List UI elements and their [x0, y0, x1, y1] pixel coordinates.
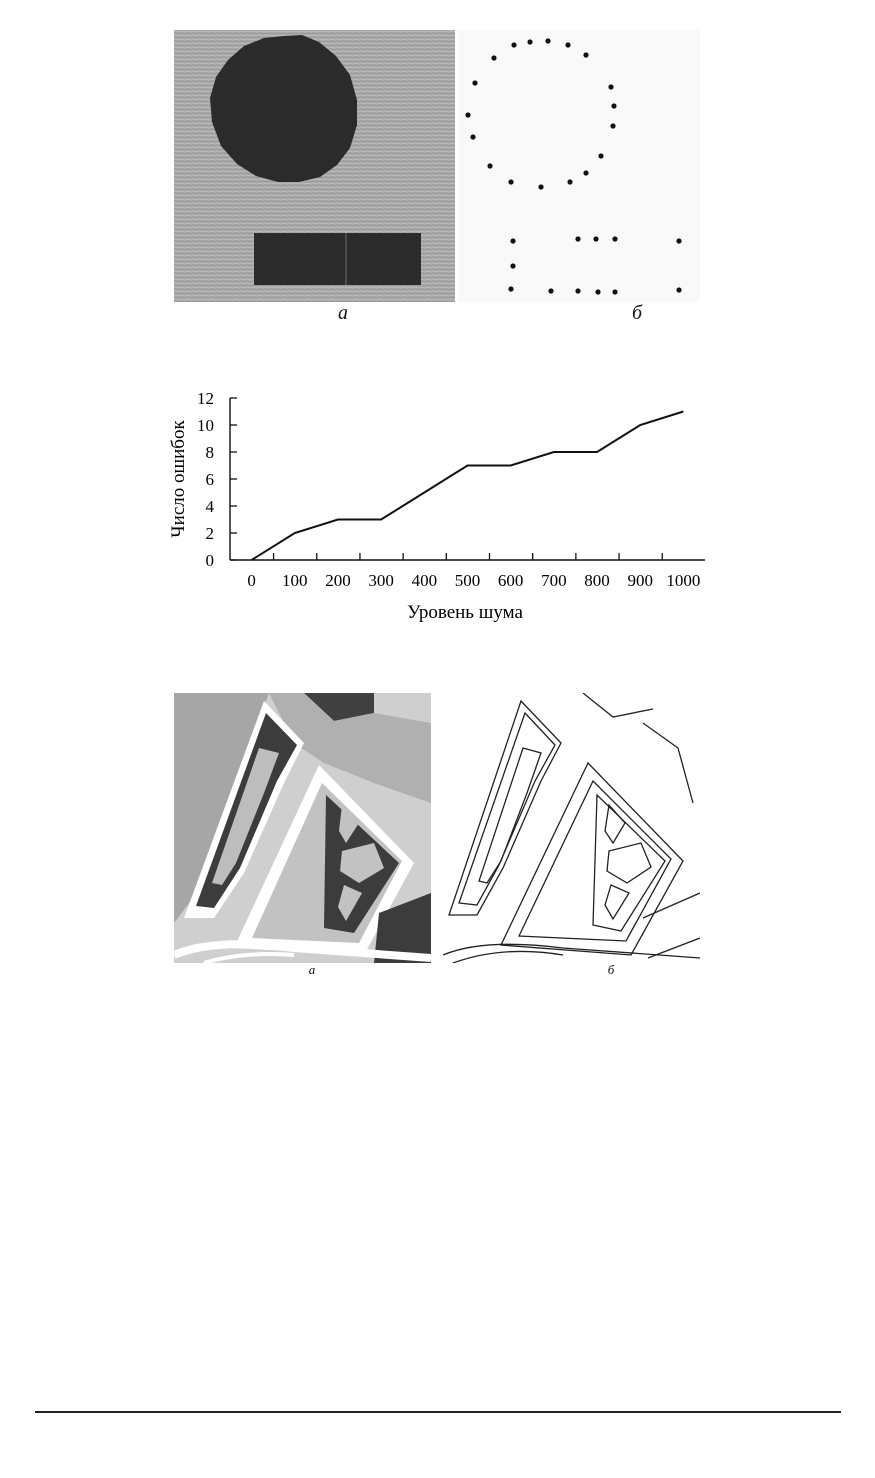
figure1-panel-a-label: а — [338, 302, 348, 324]
y-axis-label: Число ошибок — [168, 420, 189, 538]
y-tick-label: 10 — [197, 416, 214, 435]
x-tick-label: 900 — [627, 571, 653, 590]
chart-axes — [230, 398, 705, 560]
x-axis-label: Уровень шума — [407, 602, 523, 623]
figure1-panel-a-image — [174, 30, 455, 302]
x-tick-label: 700 — [541, 571, 567, 590]
figure3-panel-b-edges — [443, 693, 700, 963]
y-tick-label: 8 — [205, 443, 214, 462]
y-tick-label: 12 — [197, 389, 214, 408]
x-tick-label: 0 — [247, 571, 256, 590]
error-count-chart — [150, 380, 720, 630]
y-tick-label: 2 — [205, 524, 214, 543]
footer-rule — [35, 1411, 841, 1413]
figure3-panel-b-label: б — [607, 962, 615, 977]
y-tick-label: 4 — [205, 497, 214, 516]
x-tick-label: 300 — [368, 571, 394, 590]
figure3-panel-a-map — [174, 693, 431, 963]
x-tick-label: 500 — [454, 571, 481, 590]
figure1-panel-b-label: б — [631, 302, 643, 324]
dark-rectangle — [254, 233, 421, 285]
x-tick-label: 1000 — [666, 571, 701, 590]
x-tick-label: 100 — [282, 571, 308, 590]
figure1-panel-b-points — [458, 30, 700, 302]
x-tick-label: 200 — [325, 571, 351, 590]
y-tick-label: 0 — [205, 551, 214, 570]
x-tick-label: 600 — [497, 571, 524, 590]
series-line — [252, 412, 684, 561]
y-tick-label: 6 — [205, 470, 214, 489]
figure3-panel-a-label: а — [308, 962, 316, 977]
x-tick-label: 400 — [411, 571, 438, 590]
x-tick-label: 800 — [584, 571, 610, 590]
